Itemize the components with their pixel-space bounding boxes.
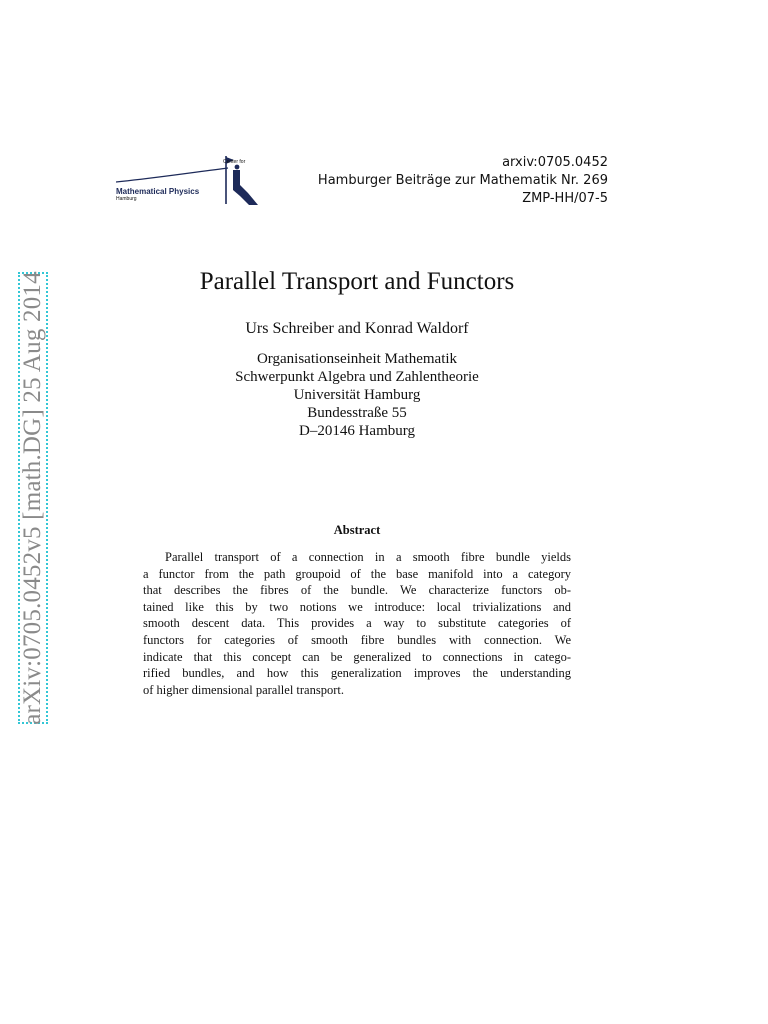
paper-title: Parallel Transport and Functors bbox=[199, 268, 515, 295]
affiliation-line: Organisationseinheit Mathematik bbox=[256, 351, 458, 367]
abstract-line: that describes the fibres of the bundle. We characterize functors ob- bbox=[143, 583, 571, 598]
logo-text-main: Mathematical Physics bbox=[116, 187, 200, 196]
affiliation-line: Bundesstraße 55 bbox=[307, 405, 407, 421]
abstract-line: rified bundles, and how this generalization improves the understanding bbox=[143, 666, 571, 681]
preprint-info bbox=[318, 154, 608, 208]
logo-text-center-for: Center for bbox=[223, 159, 246, 165]
affiliation-line: Universität Hamburg bbox=[293, 387, 421, 403]
abstract-line: a functor from the path groupoid of the base manifold into a category bbox=[143, 566, 571, 581]
affiliation-line: Schwerpunkt Algebra und Zahlentheorie bbox=[235, 369, 479, 385]
paper-authors: Urs Schreiber and Konrad Waldorf bbox=[245, 320, 469, 337]
arxiv-stamp-text: arXiv:0705.0452v5 [math.DG] 25 Aug 2014 bbox=[19, 271, 46, 725]
abstract-line: of higher dimensional parallel transport. bbox=[143, 682, 344, 697]
logo-text-city: Hamburg bbox=[116, 196, 137, 202]
arxiv-stamp bbox=[18, 272, 48, 724]
abstract-line: indicate that this concept can be generalized to connections in catego- bbox=[143, 649, 571, 664]
affiliation-block bbox=[0, 350, 714, 440]
abstract-body bbox=[143, 549, 571, 698]
center-logo bbox=[116, 154, 262, 210]
abstract-line: functors for categories of smooth fibre bundles with connection. We bbox=[143, 632, 571, 647]
arxiv-id: arxiv:0705.0452 bbox=[502, 155, 608, 170]
abstract-heading: Abstract bbox=[333, 523, 381, 537]
abstract-line: smooth descent data. This provides a way to substitute categories of bbox=[143, 616, 571, 631]
affiliation-line: D–20146 Hamburg bbox=[299, 423, 415, 439]
abstract-line: Parallel transport of a connection in a smooth fibre bundle yields bbox=[165, 550, 571, 564]
series-number: Hamburger Beiträge zur Mathematik Nr. 269 bbox=[317, 173, 608, 188]
report-number: ZMP-HH/07-5 bbox=[522, 191, 608, 206]
abstract-line: tained like this by two notions we introduce: local trivializations and bbox=[143, 599, 571, 614]
